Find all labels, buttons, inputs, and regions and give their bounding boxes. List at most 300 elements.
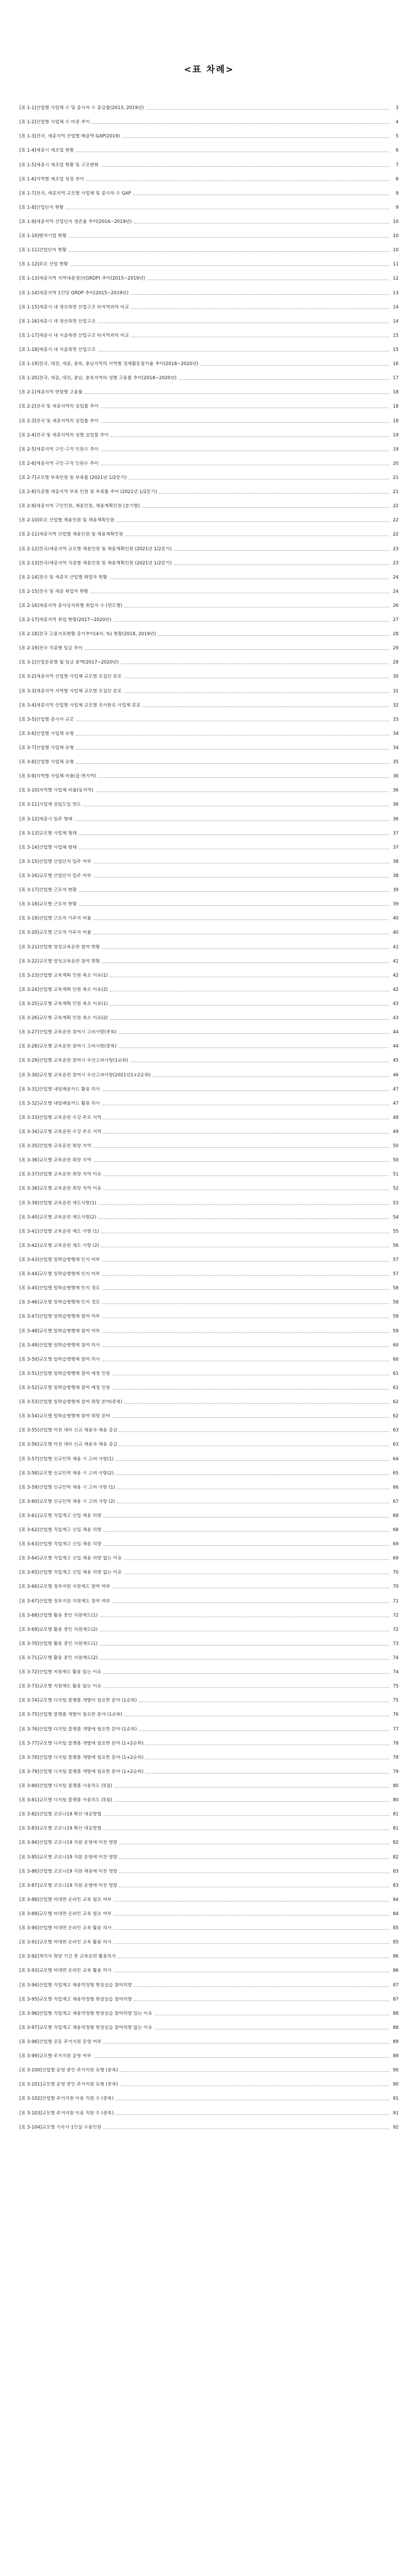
- dot-leader: [85, 649, 389, 650]
- toc-entry-page: 18: [393, 418, 399, 424]
- toc-entry[interactable]: [19, 325, 399, 339]
- toc-entry-label: [표 3-4]세종지역 산업별 사업체 규모별 조사완료 사업체 분포: [19, 702, 141, 708]
- toc-entry-page: 48: [393, 1115, 399, 1120]
- dot-leader: [139, 1730, 389, 1731]
- toc-entry-label: [표 3-33]산업별 교육훈련 수강 주요 지역: [19, 1115, 102, 1120]
- toc-entry-page: 71: [393, 1598, 399, 1604]
- dot-leader: [102, 1346, 389, 1347]
- toc-entry[interactable]: [19, 694, 399, 709]
- toc-entry[interactable]: [19, 1035, 399, 1050]
- toc-entry-page: 28: [393, 632, 399, 637]
- toc-entry[interactable]: [19, 1419, 399, 1434]
- toc-entry-label: [표 3-73]규모별 지원제도 활용 않는 이유: [19, 1684, 102, 1690]
- toc-entry-label: [표 3-70]산업별 활용 중인 지원제도(1): [19, 1641, 98, 1647]
- toc-entry[interactable]: [19, 808, 399, 822]
- toc-entry[interactable]: [19, 666, 399, 680]
- toc-entry-label: [표 3-79]산업별 디지털 플랫폼 개발에 필요한 분야 (1+2순위): [19, 1769, 144, 1775]
- toc-entry[interactable]: [19, 566, 399, 581]
- toc-entry-page: 47: [393, 1100, 399, 1106]
- toc-entry-page: 46: [393, 1072, 399, 1078]
- dot-leader: [159, 493, 389, 494]
- toc-entry-label: [표 3-76]산업별 디지털 플랫폼 개발에 필요한 분야 (1순위): [19, 1726, 137, 1732]
- toc-entry-label: [표 3-87]규모별 코로나19 직원 운영에 미친 영향: [19, 1883, 118, 1888]
- toc-entry-page: 56: [393, 1243, 399, 1248]
- toc-entry-label: [표 3-71]규모별 활용 중인 지원제도(2): [19, 1655, 98, 1661]
- toc-entry[interactable]: [19, 651, 399, 666]
- toc-entry[interactable]: [19, 993, 399, 1007]
- toc-entry[interactable]: [19, 2102, 399, 2116]
- toc-entry[interactable]: [19, 1064, 399, 1078]
- dot-leader: [119, 1033, 389, 1034]
- toc-entry-page: 12: [393, 276, 399, 282]
- toc-entry[interactable]: [19, 1462, 399, 1477]
- toc-entry-page: 20: [393, 461, 399, 466]
- toc-entry[interactable]: [19, 1917, 399, 1931]
- toc-entry-label: [표 3-38]규모별 교육훈련 희망 지역 이유: [19, 1186, 102, 1192]
- toc-entry-page: 84: [393, 1897, 399, 1902]
- toc-entry-label: [표 3-46]규모별 일학습병행제 인지 경로: [19, 1300, 100, 1306]
- toc-entry[interactable]: [19, 1661, 399, 1675]
- toc-entry[interactable]: [19, 424, 399, 439]
- toc-entry-page: 63: [393, 1428, 399, 1434]
- toc-entry[interactable]: [19, 1505, 399, 1519]
- toc-entry-page: 87: [393, 1996, 399, 2002]
- toc-entry[interactable]: [19, 239, 399, 253]
- toc-entry-label: [표 3-27]산업별 교육훈련 참여시 고려사항(중복): [19, 1030, 117, 1035]
- toc-entry[interactable]: [19, 439, 399, 453]
- toc-entry-page: 35: [393, 760, 399, 765]
- toc-entry[interactable]: [19, 1021, 399, 1035]
- toc-entry-page: 58: [393, 1300, 399, 1306]
- toc-entry-label: [표 3-100]산업별 운영 중인 주거지원 유형 (중복): [19, 2068, 118, 2073]
- toc-entry[interactable]: [19, 1235, 399, 1249]
- toc-entry-label: [표 1-14]세종지역 1인당 GRDP 추이(2015~2019년): [19, 290, 129, 296]
- toc-entry[interactable]: [19, 979, 399, 993]
- toc-entry[interactable]: [19, 1121, 399, 1135]
- toc-entry-page: 39: [393, 888, 399, 893]
- toc-entry[interactable]: [19, 538, 399, 552]
- toc-entry[interactable]: [19, 1803, 399, 1818]
- toc-entry-label: [표 3-99]규모별 주거지원 운영 여부: [19, 2054, 91, 2059]
- dot-leader: [102, 1275, 389, 1276]
- toc-entry-label: [표 3-91]규모별 비대면 온라인 교육 활용 의사: [19, 1940, 112, 1946]
- toc-entry[interactable]: [19, 495, 399, 509]
- toc-entry[interactable]: [19, 1533, 399, 1547]
- dot-leader: [69, 251, 389, 252]
- toc-entry[interactable]: [19, 467, 399, 481]
- toc-entry[interactable]: [19, 1050, 399, 1064]
- toc-entry[interactable]: [19, 609, 399, 623]
- toc-entry-page: 29: [393, 660, 399, 666]
- toc-entry-label: [표 3-16]규모별 산업단지 입주 여부: [19, 873, 91, 879]
- toc-entry[interactable]: [19, 339, 399, 353]
- toc-entry[interactable]: [19, 381, 399, 396]
- toc-entry-page: 69: [393, 1542, 399, 1547]
- toc-entry[interactable]: [19, 168, 399, 183]
- toc-entry[interactable]: [19, 1974, 399, 1988]
- toc-entry[interactable]: [19, 1221, 399, 1235]
- toc-entry-page: 54: [393, 1214, 399, 1220]
- toc-entry-page: 38: [393, 859, 399, 864]
- toc-entry-page: 59: [393, 1328, 399, 1334]
- toc-entry[interactable]: [19, 1818, 399, 1832]
- toc-entry-page: 43: [393, 1016, 399, 1021]
- toc-entry-page: 76: [393, 1712, 399, 1718]
- toc-entry[interactable]: [19, 97, 399, 111]
- toc-entry[interactable]: [19, 751, 399, 765]
- toc-entry-label: [표 1-5]세종시 제조업 현황 및 구조변화: [19, 162, 99, 168]
- toc-entry-label: [표 3-63]산업별 직업계고 신입 채용 의향: [19, 1542, 102, 1547]
- toc-entry[interactable]: [19, 1733, 399, 1747]
- toc-entry-label: [표 3-18]규모별 근로자 현황: [19, 902, 77, 907]
- toc-entry[interactable]: [19, 581, 399, 595]
- toc-entry[interactable]: [19, 1576, 399, 1590]
- toc-entry[interactable]: [19, 197, 399, 211]
- toc-entry[interactable]: [19, 1320, 399, 1334]
- toc-entry-page: 22: [393, 518, 399, 523]
- toc-entry[interactable]: [19, 1519, 399, 1533]
- toc-entry[interactable]: [19, 1263, 399, 1277]
- toc-entry[interactable]: [19, 1206, 399, 1221]
- toc-entry[interactable]: [19, 637, 399, 651]
- toc-entry[interactable]: [19, 2017, 399, 2031]
- toc-entry[interactable]: [19, 1889, 399, 1903]
- toc-entry-label: [표 3-14]산업별 사업체 형태: [19, 845, 77, 850]
- toc-entry[interactable]: [19, 253, 399, 268]
- toc-entry[interactable]: [19, 311, 399, 325]
- toc-entry-label: [표 3-35]산업별 교육훈련 희망 지역: [19, 1143, 91, 1149]
- dot-leader: [86, 180, 389, 181]
- toc-entry-label: [표 1-1]산업별 사업체 수 및 종사자 수 증감률(2013, 2019년): [19, 105, 144, 111]
- toc-entry-label: [표 1-10]벤처기업 현황: [19, 233, 67, 239]
- toc-entry[interactable]: [19, 1747, 399, 1761]
- toc-entry-label: [표 3-26]규모별 교육계획 인원 축소 이유(2): [19, 1016, 108, 1021]
- dot-leader: [119, 1431, 389, 1432]
- toc-entry[interactable]: [19, 1690, 399, 1704]
- toc-entry[interactable]: [19, 1448, 399, 1462]
- toc-entry-page: 44: [393, 1044, 399, 1050]
- toc-entry-page: 18: [393, 390, 399, 396]
- toc-entry-page: 41: [393, 958, 399, 964]
- toc-entry[interactable]: [19, 1078, 399, 1093]
- toc-entry[interactable]: [19, 211, 399, 225]
- toc-entry[interactable]: [19, 225, 399, 239]
- toc-entry[interactable]: [19, 1192, 399, 1206]
- toc-entry-label: [표 3-2]세종지역 산업별 사업체 규모별 모집단 분포: [19, 674, 122, 680]
- dot-leader: [124, 692, 389, 693]
- toc-entry[interactable]: [19, 1832, 399, 1846]
- toc-entry[interactable]: [19, 2073, 399, 2088]
- dot-leader: [102, 1289, 389, 1290]
- dot-leader: [93, 2057, 389, 2058]
- toc-entry-label: [표 3-92]재직자 희망 기간 중 교육훈련 활용의사: [19, 1954, 116, 1960]
- toc-entry-label: [표 3-89]규모별 비대면 온라인 교육 필요 여부: [19, 1911, 112, 1917]
- toc-entry[interactable]: [19, 1846, 399, 1860]
- toc-entry[interactable]: [19, 936, 399, 950]
- dot-leader: [110, 1005, 389, 1006]
- toc-entry-page: 80: [393, 1798, 399, 1803]
- toc-entry-label: [표 3-22]규모별 양성교육훈련 참여 현황: [19, 958, 100, 964]
- toc-entry[interactable]: [19, 1249, 399, 1263]
- toc-entry-label: [표 3-49]산업별 일학습병행제 참여 의사: [19, 1342, 100, 1348]
- toc-entry-page: 41: [393, 944, 399, 950]
- toc-entry-label: [표 3-8]산업별 사업체 유형: [19, 760, 74, 765]
- toc-entry[interactable]: [19, 1163, 399, 1178]
- toc-entry[interactable]: [19, 1633, 399, 1647]
- toc-entry-page: 9: [395, 190, 399, 196]
- toc-entry[interactable]: [19, 1377, 399, 1391]
- toc-entry-page: 30: [393, 674, 399, 680]
- toc-entry[interactable]: [19, 965, 399, 979]
- toc-entry[interactable]: [19, 822, 399, 837]
- toc-entry[interactable]: [19, 765, 399, 779]
- toc-entry[interactable]: [19, 1619, 399, 1633]
- toc-entry[interactable]: [19, 1405, 399, 1419]
- toc-entry[interactable]: [19, 709, 399, 723]
- toc-entry-label: [표 3-94]산업별 직업계고 채용약정형 현장실습 참여의향: [19, 1982, 132, 1988]
- toc-entry[interactable]: [19, 410, 399, 424]
- toc-entry-label: [표 2-16]세종지역 종사상지위별 취업자 수 (연도별): [19, 603, 123, 608]
- toc-entry[interactable]: [19, 453, 399, 467]
- toc-entry[interactable]: [19, 523, 399, 538]
- toc-entry-page: 32: [393, 702, 399, 708]
- toc-entry-label: [표 3-34]규모별 교육훈련 수강 주요 지역: [19, 1129, 102, 1135]
- toc-entry[interactable]: [19, 1291, 399, 1306]
- toc-entry-label: [표 3-97]규모별 직업계고 채용약정형 현장실습 참여의향 없는 이유: [19, 2025, 152, 2030]
- toc-entry-label: [표 3-47]산업별 일학습병행제 참여 여부: [19, 1314, 100, 1320]
- toc-entry[interactable]: [19, 396, 399, 410]
- toc-entry[interactable]: [19, 1334, 399, 1349]
- toc-entry[interactable]: [19, 1704, 399, 1718]
- toc-entry[interactable]: [19, 2117, 399, 2131]
- toc-entry-page: 66: [393, 1484, 399, 1490]
- toc-entry[interactable]: [19, 851, 399, 865]
- toc-entry[interactable]: [19, 2088, 399, 2102]
- toc-entry-label: [표 3-55]산업별 미전 대비 신규 채용자 채용 증감: [19, 1428, 118, 1434]
- toc-entry-label: [표 3-64]규모별 직업계고 신입 채용 의향 없는 이유: [19, 1556, 122, 1562]
- toc-entry[interactable]: [19, 2059, 399, 2073]
- toc-entry[interactable]: [19, 907, 399, 922]
- toc-entry[interactable]: [19, 1903, 399, 1917]
- toc-entry-label: [표 2-17]세종지역 취업 현황(2017~2020년): [19, 617, 112, 623]
- toc-entry[interactable]: [19, 296, 399, 311]
- toc-entry[interactable]: [19, 1875, 399, 1889]
- toc-entry[interactable]: [19, 367, 399, 381]
- toc-entry[interactable]: [19, 837, 399, 851]
- toc-entry-label: [표 3-23]산업별 교육계획 인원 축소 이유(1): [19, 972, 108, 978]
- dot-leader: [101, 422, 389, 423]
- toc-entry[interactable]: [19, 595, 399, 609]
- toc-entry[interactable]: [19, 1491, 399, 1505]
- toc-entry-page: 10: [393, 219, 399, 225]
- toc-entry[interactable]: [19, 125, 399, 140]
- toc-entry-page: 5: [395, 134, 399, 140]
- dot-leader: [119, 1047, 389, 1048]
- toc-entry-label: [표 1-15]세종시 내 생산측면 산업구조 타지역과의 비교: [19, 304, 129, 310]
- toc-entry-page: 9: [395, 205, 399, 210]
- toc-entry-page: 49: [393, 1129, 399, 1135]
- toc-entry[interactable]: [19, 794, 399, 808]
- toc-entry-page: 36: [393, 802, 399, 808]
- toc-entry-label: [표 3-95]규모별 직업계고 채용약정형 현장실습 참여의향: [19, 1996, 132, 2002]
- toc-entry[interactable]: [19, 737, 399, 751]
- toc-entry-page: 33: [393, 717, 399, 722]
- toc-entry-label: [표 1-13]세종지역 지역내총생산(GRDP) 추이(2015~2019년): [19, 276, 145, 282]
- dot-leader: [174, 550, 389, 551]
- toc-entry[interactable]: [19, 140, 399, 154]
- toc-entry-label: [표 3-57]산업별 신규인력 채용 시 고려 사항(1): [19, 1456, 114, 1462]
- toc-entry[interactable]: [19, 1931, 399, 1946]
- dot-leader: [113, 1915, 389, 1916]
- toc-entry-page: 43: [393, 1001, 399, 1007]
- dot-leader: [79, 891, 389, 892]
- toc-entry-label: [표 2-6]세종지역 구인·구직 인원수 추이: [19, 461, 99, 466]
- toc-entry[interactable]: [19, 1349, 399, 1363]
- toc-entry-page: 60: [393, 1342, 399, 1348]
- toc-entry-page: 72: [393, 1627, 399, 1632]
- toc-entry-page: 34: [393, 731, 399, 736]
- toc-entry-label: [표 3-85]규모별 코로나19 직원 운영에 미친 영향: [19, 1854, 118, 1860]
- toc-entry[interactable]: [19, 1562, 399, 1576]
- toc-entry[interactable]: [19, 509, 399, 523]
- toc-entry[interactable]: [19, 922, 399, 936]
- toc-entry[interactable]: [19, 2031, 399, 2045]
- toc-entry-page: 34: [393, 745, 399, 751]
- toc-entry[interactable]: [19, 183, 399, 197]
- toc-entry[interactable]: [19, 481, 399, 495]
- toc-entry[interactable]: [19, 154, 399, 168]
- toc-entry[interactable]: [19, 268, 399, 282]
- toc-entry-page: 90: [393, 2082, 399, 2088]
- toc-entry-label: [표 3-40]규모별 교육훈련 제도사항(2): [19, 1214, 97, 1220]
- toc-entry-page: 91: [393, 2096, 399, 2102]
- toc-entry-label: [표 3-83]규모별 코로나19 확산 대응방법: [19, 1826, 101, 1832]
- toc-entry[interactable]: [19, 779, 399, 794]
- toc-entry[interactable]: [19, 1605, 399, 1619]
- toc-entry[interactable]: [19, 552, 399, 566]
- toc-entry[interactable]: [19, 1306, 399, 1320]
- toc-entry-label: [표 3-21]산업별 양성교육훈련 참여 현황: [19, 944, 100, 950]
- dot-leader: [131, 294, 389, 295]
- toc-entry[interactable]: [19, 1107, 399, 1121]
- toc-entry[interactable]: [19, 1434, 399, 1448]
- toc-entry-page: 42: [393, 972, 399, 978]
- toc-entry-page: 55: [393, 1228, 399, 1234]
- toc-entry[interactable]: [19, 1718, 399, 1732]
- toc-entry-label: [표 3-96]산업별 직업계고 채용약정형 현장실습 참여의향 있는 이유: [19, 2011, 152, 2016]
- toc-entry-page: 68: [393, 1513, 399, 1519]
- dot-leader: [158, 635, 389, 636]
- toc-entry[interactable]: [19, 1178, 399, 1192]
- toc-entry-label: [표 3-41]산업별 교육훈련 제도 사항 (1): [19, 1228, 99, 1234]
- toc-entry[interactable]: [19, 282, 399, 296]
- toc-entry[interactable]: [19, 1391, 399, 1405]
- toc-entry-label: [표 1-8]산업단지 현황: [19, 205, 64, 210]
- toc-entry[interactable]: [19, 1647, 399, 1661]
- dot-leader: [102, 1261, 389, 1262]
- toc-entry[interactable]: [19, 111, 399, 125]
- toc-entry-page: 62: [393, 1414, 399, 1419]
- toc-entry-label: [표 3-48]규모별 일학습병행제 참여 여부: [19, 1328, 100, 1334]
- toc-entry[interactable]: [19, 1277, 399, 1291]
- dot-leader: [103, 1531, 389, 1532]
- toc-entry[interactable]: [19, 353, 399, 367]
- toc-entry[interactable]: [19, 723, 399, 737]
- toc-entry-label: [표 3-31]산업별 내일배움카드 활용 의사: [19, 1086, 100, 1092]
- toc-entry[interactable]: [19, 2003, 399, 2017]
- toc-entry-label: [표 3-60]규모별 신규인력 채용 시 고려 사항 (2): [19, 1499, 116, 1504]
- toc-entry[interactable]: [19, 1007, 399, 1021]
- toc-entry[interactable]: [19, 623, 399, 637]
- toc-entry-page: 36: [393, 788, 399, 794]
- toc-entry[interactable]: [19, 1093, 399, 1107]
- toc-entry-label: [표 3-74]규모별 디지털 플랫폼 개발이 필요한 분야 (1순위): [19, 1698, 137, 1704]
- toc-entry-page: 88: [393, 2011, 399, 2016]
- toc-entry-page: 86: [393, 1968, 399, 1974]
- toc-entry-page: 68: [393, 1527, 399, 1533]
- toc-entry[interactable]: [19, 950, 399, 965]
- toc-entry-page: 31: [393, 688, 399, 694]
- toc-entry[interactable]: [19, 1789, 399, 1803]
- toc-entry[interactable]: [19, 1960, 399, 1974]
- toc-entry-label: [표 1-18]세종시 내 지출측면 산업구조: [19, 347, 96, 352]
- toc-entry-page: 19: [393, 432, 399, 438]
- toc-entry-label: [표 3-98]산업별 공동 주거지원 운영 여부: [19, 2039, 102, 2045]
- toc-entry[interactable]: [19, 1989, 399, 2003]
- toc-entry[interactable]: [19, 1363, 399, 1377]
- toc-entry[interactable]: [19, 879, 399, 893]
- toc-entry[interactable]: [19, 1477, 399, 1491]
- dot-leader: [131, 308, 389, 309]
- toc-entry-label: [표 3-45]산업별 일학습병행제 인지 경로: [19, 1286, 100, 1291]
- toc-entry-page: 24: [393, 589, 399, 594]
- toc-entry[interactable]: [19, 1946, 399, 1960]
- dot-leader: [100, 1659, 389, 1660]
- toc-entry[interactable]: [19, 1675, 399, 1690]
- toc-entry[interactable]: [19, 1590, 399, 1604]
- toc-entry-label: [표 1-2]산업별 사업체 수 비중 추이: [19, 120, 90, 125]
- toc-entry-label: [표 1-20]전국, 세종, 대전, 충남, 충북지역의 성별 고용률 추이(2018~2020년): [19, 376, 177, 381]
- toc-entry[interactable]: [19, 1775, 399, 1789]
- toc-entry-label: [표 3-77]규모별 디지털 플랫폼 개발에 필요한 분야 (1+2순위): [19, 1740, 144, 1746]
- page-title: <표 차례>: [184, 65, 234, 75]
- dot-leader: [98, 777, 389, 778]
- toc-entry-label: [표 3-84]산업별 코로나19 직원 운영에 미친 영향: [19, 1840, 118, 1846]
- dot-leader: [119, 1858, 389, 1859]
- toc-entry-page: 23: [393, 546, 399, 552]
- toc-entry[interactable]: [19, 1135, 399, 1149]
- dot-leader: [114, 1787, 389, 1788]
- toc-entry[interactable]: [19, 865, 399, 879]
- dot-leader: [113, 1929, 389, 1930]
- toc-entry[interactable]: [19, 1149, 399, 1163]
- dot-leader: [114, 1801, 389, 1802]
- toc-entry-page: 67: [393, 1499, 399, 1504]
- toc-entry-label: [표 2-1]세종지역 연령별 고용률: [19, 390, 83, 396]
- toc-entry-page: 89: [393, 2039, 399, 2045]
- toc-entry[interactable]: [19, 893, 399, 907]
- dot-leader: [98, 1204, 389, 1205]
- toc-entry[interactable]: [19, 1547, 399, 1562]
- toc-entry[interactable]: [19, 680, 399, 694]
- toc-entry-label: [표 3-75]산업별 플랫폼 개발이 필요한 분야 (1순위): [19, 1712, 122, 1718]
- toc-entry-label: [표 3-1]산업분류별 월 임금 총액(2017~2020년): [19, 660, 119, 666]
- toc-entry[interactable]: [19, 1861, 399, 1875]
- toc-entry[interactable]: [19, 1761, 399, 1775]
- toc-entry[interactable]: [19, 2045, 399, 2059]
- dot-leader: [153, 1076, 389, 1077]
- toc-entry-page: 84: [393, 1911, 399, 1917]
